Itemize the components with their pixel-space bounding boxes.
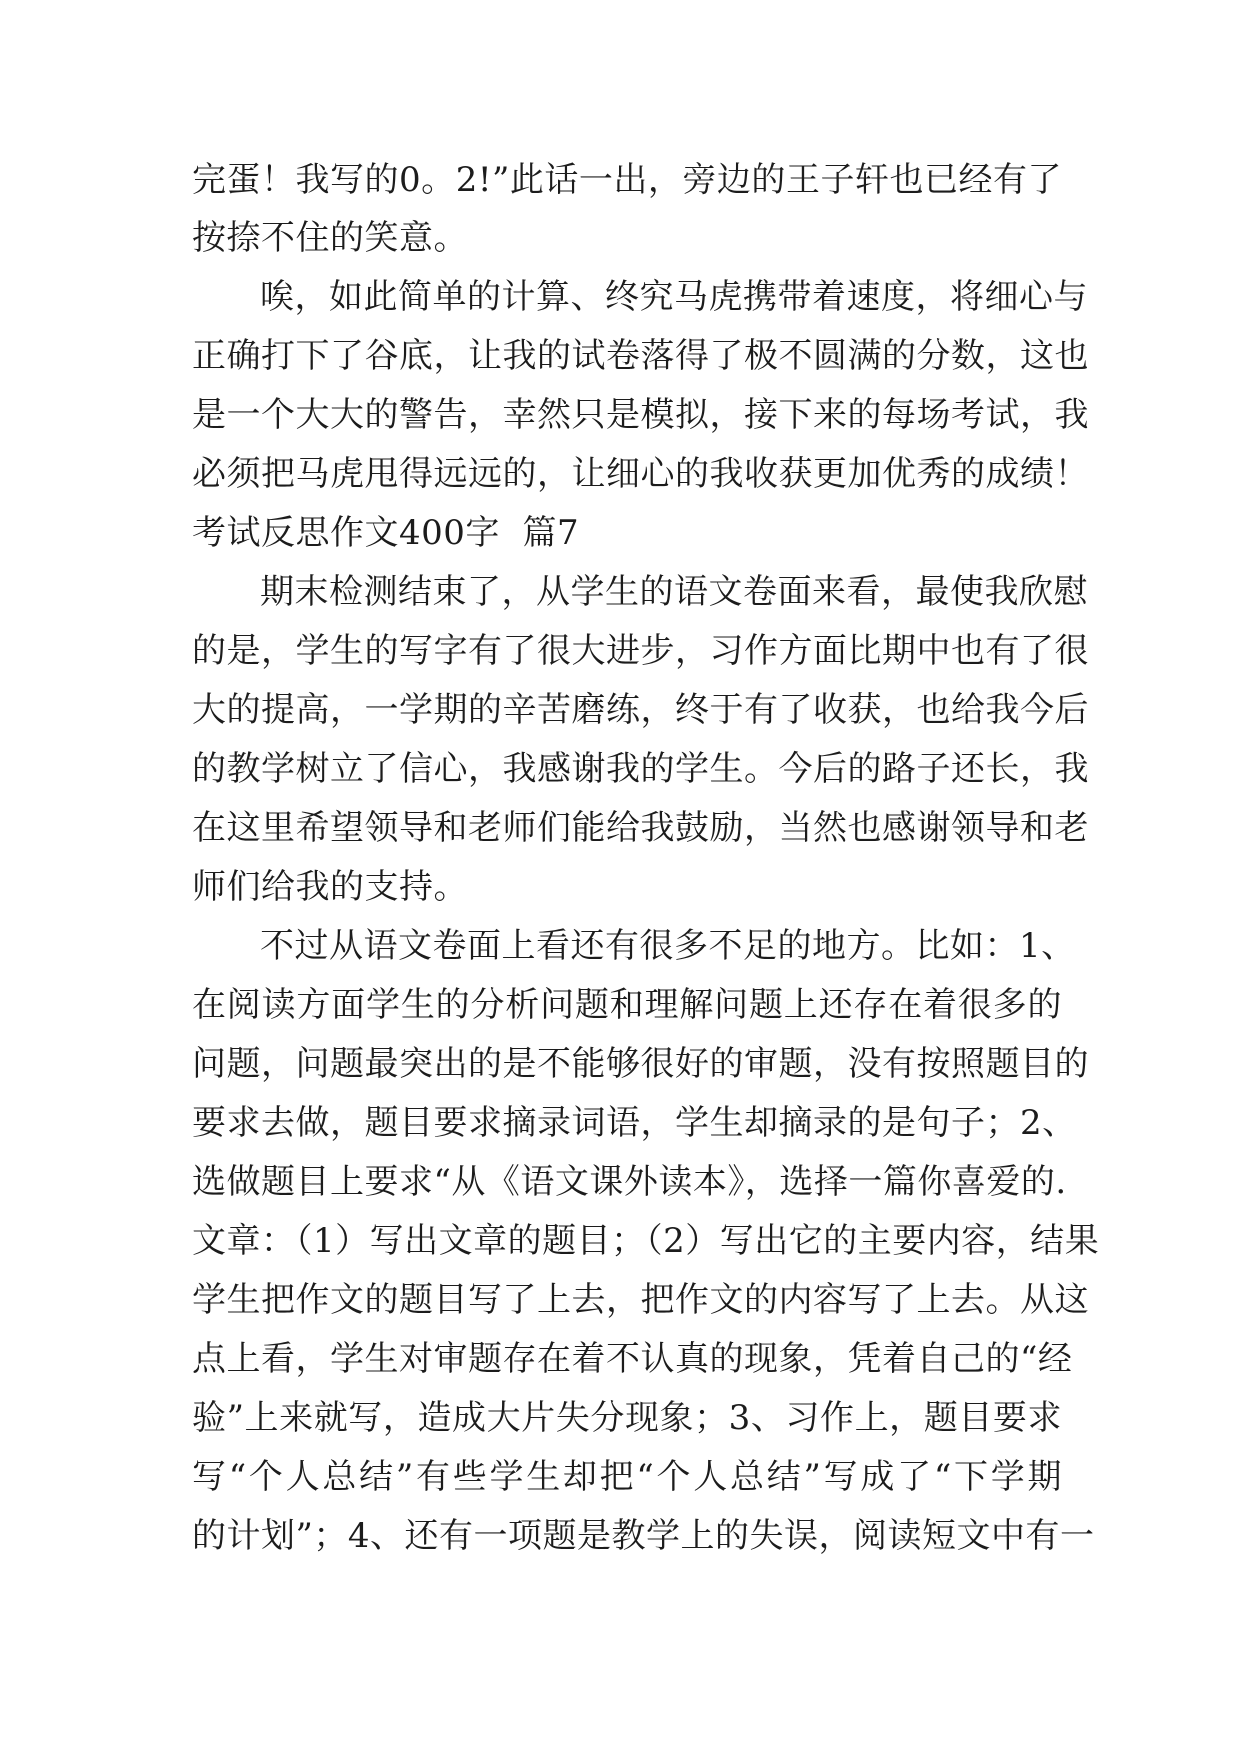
text-line: 验”上来就写，造成大片失分现象；3、习作上，题目要求 <box>192 1398 1062 1438</box>
text-line: 在阅读方面学生的分析问题和理解问题上还存在着很多的 <box>192 985 1062 1025</box>
paragraph-first-line: 期末检测结束了，从学生的语文卷面来看，最使我欣慰 <box>260 572 1088 612</box>
text-line: 是一个大大的警告，幸然只是模拟，接下来的每场考试，我 <box>192 395 1089 435</box>
text-line: 学生把作文的题目写了上去，把作文的内容写了上去。从这 <box>192 1280 1089 1320</box>
text-line: 在这里希望领导和老师们能给我鼓励，当然也感谢领导和老 <box>192 808 1089 848</box>
text-line: 的计划”；4、还有一项题是教学上的失误，阅读短文中有一 <box>192 1516 1095 1556</box>
text-line: 按捺不住的笑意。 <box>192 218 468 258</box>
text-line: 要求去做，题目要求摘录词语，学生却摘录的是句子；2、 <box>192 1103 1077 1143</box>
text-line: 完蛋！我写的0。2!”此话一出，旁边的王子轩也已经有了 <box>192 160 1062 200</box>
text-line: 文章：（1）写出文章的题目；（2）写出它的主要内容，结果 <box>192 1221 1100 1261</box>
text-line: 的是，学生的写字有了很大进步，习作方面比期中也有了很 <box>192 631 1089 671</box>
paragraph-first-line: 不过从语文卷面上看还有很多不足的地方。比如：1、 <box>260 926 1076 966</box>
text-line: 师们给我的支持。 <box>192 867 468 907</box>
paragraph-first-line: 唉，如此简单的计算、终究马虎携带着速度，将细心与 <box>260 277 1088 317</box>
text-line: 选做题目上要求“从《语文课外读本》，选择一篇你喜爱的. <box>192 1162 1067 1202</box>
text-line: 问题，问题最突出的是不能够很好的审题，没有按照题目的 <box>192 1044 1089 1084</box>
section-heading: 考试反思作文400字 篇7 <box>192 513 580 553</box>
text-line: 必须把马虎甩得远远的，让细心的我收获更加优秀的成绩！ <box>192 454 1089 494</box>
text-line: 的教学树立了信心，我感谢我的学生。今后的路子还长，我 <box>192 749 1089 789</box>
text-line: 大的提高，一学期的辛苦磨练，终于有了收获，也给我今后 <box>192 690 1089 730</box>
text-line: 正确打下了谷底，让我的试卷落得了极不圆满的分数，这也 <box>192 336 1089 376</box>
text-line: 点上看，学生对审题存在着不认真的现象，凭着自己的“经 <box>192 1339 1073 1379</box>
text-line: 写“个人总结”有些学生却把“个人总结”写成了“下学期 <box>192 1457 1062 1497</box>
